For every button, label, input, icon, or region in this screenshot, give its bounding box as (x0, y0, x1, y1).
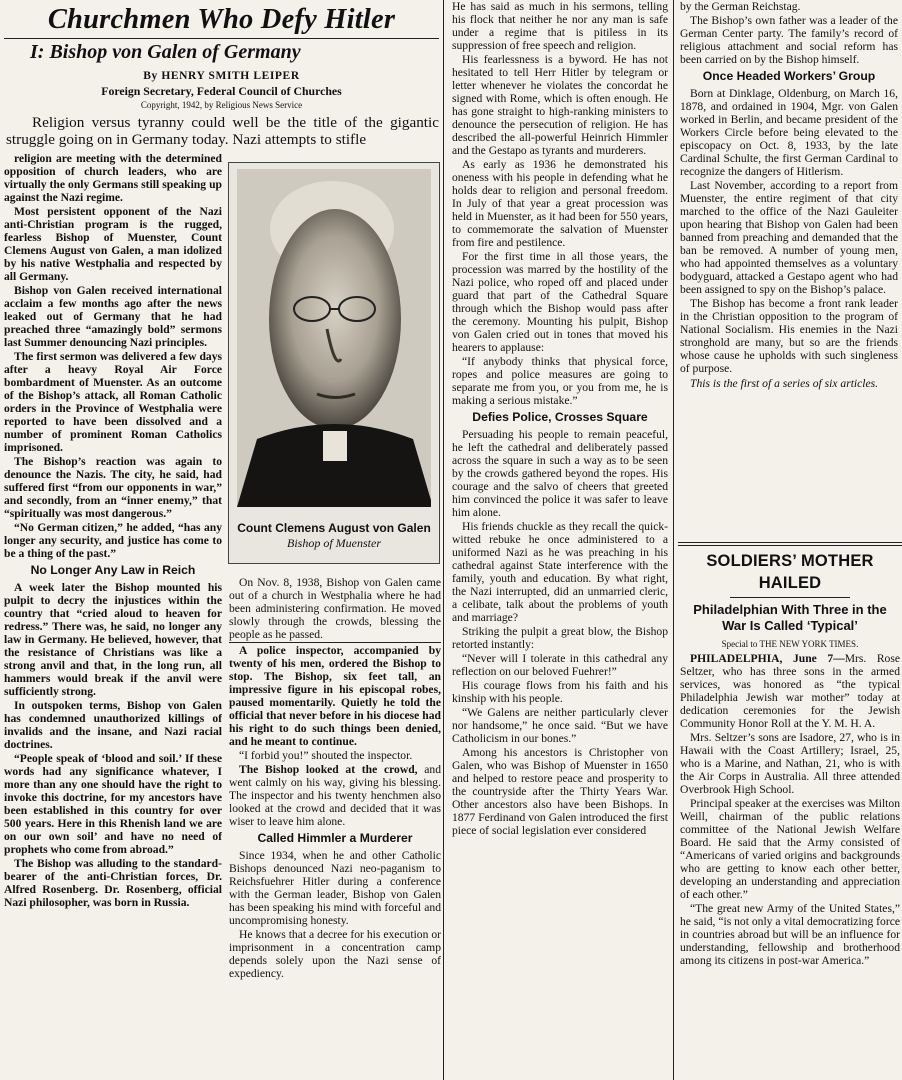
paragraph: For the first time in all those years, the procession was marred by the hostility of the Nazi police, who roped off and placed under guard that part of the Cathedral Square through which the Bishop would pass after the ceremony. Mounting his pulpit, Bishop von Galen cried out in tones that moved his hearers to applause: (452, 250, 668, 354)
paragraph: The first sermon was delivered a few days after a heavy Royal Air Force bombardment of Muenster. As an outcome of the Bishop’s attack, all Roman Catholic orders in the Province of Westphalia were reported to have been dissolved and a number of prominent Roman Catholics imprisoned. (4, 350, 222, 454)
subheading: Called Himmler a Murderer (257, 831, 413, 845)
series-note: This is the first of a series of six articles. (690, 377, 879, 390)
paragraph: On Nov. 8, 1938, Bishop von Galen came out of a church in Westphalia where he had been administering confirmation. He moved slowly through the crowds, blessing the people as he passed. (229, 576, 441, 641)
paragraph: Among his ancestors is Christopher von Galen, who was Bishop of Muenster in 1650 and helped to restore peace and prosperity to the countryside after the Thirty Years War. Other ancestors also have been Bishops. In 1877 Ferdinand von Galen introduced the first piece of social legislation ever considered (452, 746, 668, 837)
paragraph: He knows that a decree for his execution or imprisonment in a concentration camp depends solely upon the Nazi sense of expediency. (229, 928, 441, 980)
paragraph (229, 763, 441, 828)
paragraph: Most persistent opponent of the Nazi anti-Christian program is the rugged, fearless Bishop of Muenster, Count Clemens August von Galen, a man idolized by his native Westphalia and respected by all Germany. (4, 205, 222, 283)
paragraph: “Never will I tolerate in this cathedral any reflection on our beloved Fuehrer!” (452, 652, 668, 678)
paragraph: “If anybody thinks that physical force, ropes and police measures are going to separate me from you, or you from me, he is making a serious mistake.” (452, 355, 668, 407)
paragraph: Mrs. Seltzer’s sons are Isadore, 27, who is in Hawaii with the Coast Artillery; Israel, 25, who is a Marine, and Nathan, 21, who is with the Air Corps in Australia. All three attended Overbrook High School. (680, 731, 900, 796)
paragraph (680, 652, 900, 730)
paragraph: The Bishop’s reaction was again to denounce the Nazis. The city, he said, had suffered first “from our opponents in war,” and secondly, from an “inner enemy,” that “spiritually was most dangerous.” (4, 455, 222, 520)
paragraph: A week later the Bishop mounted his pulpit to decry the injustices within the country that “cried aloud to heaven for redress.” There was, he said, no longer any law in Germany. He believed, however, that the resistance of Christians was like a strong anvil and that, in the long run, all hammers would break if the anvil were sufficiently strong. (4, 581, 222, 698)
paragraph: Striking the pulpit a great blow, the Bishop retorted instantly: (452, 625, 668, 651)
paragraph: Bishop von Galen received international acclaim a few months ago after the news leaked out of Germany that he had preached three “amazingly bold” sermons last Summer denouncing Nazi principles. (4, 284, 222, 349)
paragraph: Last November, according to a report from Muenster, the entire regiment of that city marched to the office of the Nazi Gauleiter upon hearing that Bishop von Galen had been banned from preaching and demanded that the ban be removed. A number of young men, who had appointed themselves as a voluntary bodyguard, attacked a Gestapo agent who had been assigned to spy on the Bishop’s palace. (680, 179, 898, 296)
photo-caption-name: Count Clemens August von Galen (237, 521, 431, 535)
paragraph: Persuading his people to remain peaceful, he left the cathedral and deliberately passed across the square in such a way as to be seen by the crowds gathered beyond the ropes. His courage and the salvo of cheers that greeted him convinced the police it was safer to leave him alone. (452, 428, 668, 519)
column-rule (673, 0, 674, 1080)
column-4 (680, 0, 898, 538)
paragraph: His fearlessness is a byword. He has not hesitated to tell Herr Hitler by telegram or letter whenever he violates the concordat he signed with Rome, which is often enough. He has gone straight to high-ranking ministers to denounce the persecution of religion. He has described the all-powerful Heinrich Himmler and the Gestapo as tyrants and murderers. (452, 53, 668, 157)
paragraph-text: and went calmly on his way, giving his blessing. The inspector and his twenty henchmen also looked at the crowd and decided that it was wiser to leave him alone. (229, 763, 441, 828)
column-rule (443, 0, 444, 1080)
photo-caption-title: Bishop of Muenster (287, 536, 381, 550)
paragraph: His friends chuckle as they recall the quick-witted rebuke he once administered to a uniformed Nazi as he was preaching in his cathedral against State interference with the family, youth and education. By what right, the Nazi interrupted, did an unmarried cleric, a celibate, talk about the problems of youth and marriage? (452, 520, 668, 624)
paragraph: Since 1934, when he and other Catholic Bishops denounced Nazi neo-paganism to Reichsfuehrer Hitler during a conference with the German leader, Bishop von Galen has been speaking his mind with forceful and uncompromising honesty. (229, 849, 441, 927)
portrait-icon (237, 169, 431, 507)
paragraph: “We Galens are neither particularly clever nor handsome,” he once said. “But we have Catholicism in our bones.” (452, 706, 668, 745)
subheading: No Longer Any Law in Reich (30, 563, 196, 577)
portrait-image (237, 169, 431, 507)
paragraph: The Bishop’s own father was a leader of the German Center party. The family’s record of religious attachment and social reform has been carried on by the Bishop himself. (680, 14, 898, 66)
column-1 (4, 152, 222, 1080)
paragraph-text: Mrs. Rose Seltzer, who has three sons in the armed services, was honored as “the typical Philadelphia Jewish war mother” today at dedication ceremonies for the Jewish Community Honor Roll at the Y. M. H. A. (680, 652, 901, 730)
lede: Religion versus tyranny could well be the title of the gigantic struggle going on in Germany today. Nazi attempts to stifle (6, 114, 439, 148)
headline: Churchmen Who Defy Hitler (4, 0, 439, 39)
sidebar-subhead: Philadelphian With Three in the War Is Called ‘Typical’ (693, 602, 887, 633)
portrait-photo (228, 162, 440, 564)
subheading: Once Headed Workers’ Group (702, 69, 876, 83)
subhead: I: Bishop von Galen of Germany (30, 41, 301, 63)
paragraph: As early as 1936 he demonstrated his oneness with his people in defending what he holds dear to religion and personal freedom. In July of that year a great procession was held in Muenster, as it had been for 550 years, to commemorate the salvation of Muenster from fire and pestilence. (452, 158, 668, 249)
bold-lead: The Bishop looked at the crowd, (239, 763, 418, 776)
article-header (0, 0, 443, 150)
paragraph: religion are meeting with the determined opposition of church leaders, who are virtually the only Germans still speaking up against the Nazi regime. (4, 152, 222, 204)
paragraph: The Bishop has become a front rank leader in the Christian opposition to the program of National Socialism. His enemies in the Nazi stronghold are many, but so are the friends whose cause he upholds with such singleness of purpose. (680, 297, 898, 375)
sidebar-headline: SOLDIERS’ MOTHER HAILED (706, 552, 874, 592)
sidebar-article (678, 542, 902, 1080)
paragraph: Principal speaker at the exercises was Milton Weill, chairman of the public relations committee of the National Jewish Welfare Board. He said that the Army consisted of “Americans of varied origins and backgrounds who are getting to know each other better, developing an understanding and appreciation of each other.” (680, 797, 900, 901)
paragraph: Born at Dinklage, Oldenburg, on March 16, 1878, and ordained in 1904, Mgr. von Galen worked in Berlin, and became president of the Workers Circle before being elevated to the episcopacy on Oct. 8, 1933, by the late Cardinal Schulte, the first German Cardinal to recognize the dangers of Hitlerism. (680, 87, 898, 178)
paragraph: “I forbid you!” shouted the inspector. (239, 749, 413, 762)
copyright: Copyright, 1942, by Religious News Service (140, 100, 303, 110)
column-3 (452, 0, 668, 1080)
paragraph: “No German citizen,” he added, “has any longer any security, and justice has come to be a thing of the past.” (4, 521, 222, 560)
paragraph: His courage flows from his faith and his kinship with his people. (452, 679, 668, 705)
divider (730, 597, 850, 598)
byline: By HENRY SMITH LEIPER (143, 70, 300, 82)
dateline: PHILADELPHIA, June 7— (690, 652, 845, 665)
paragraph: He has said as much in his sermons, telling his flock that neither he nor any man is safe under a regime that is pitiless in its suppression of free speech and religion. (452, 0, 668, 52)
paragraph: by the German Reichstag. (680, 0, 801, 13)
paragraph: A police inspector, accompanied by twenty of his men, ordered the Bishop to stop. The Bishop, six feet tall, an impressive figure in his episcopal robes, paused momentarily. Quietly he told the official that never before in his diocese had his right to do such things been denied, and he meant to continue. (229, 644, 441, 748)
paragraph: In outspoken terms, Bishop von Galen has condemned unauthorized killings of invalids and the insane, and Nazi racial doctrines. (4, 699, 222, 751)
paragraph: “People speak of ‘blood and soil.’ If these words had any significance whatever, I more than any one should have the right to invoke this doctrine, for my ancestors have been established in this country for over 500 years. Here in this Rhenish land we are on our own soil’ and have no need of prophets who come from abroad.” (4, 752, 222, 856)
paragraph: The Bishop was alluding to the standard-bearer of the anti-Christian forces, Dr. Alfred Rosenberg. Dr. Rosenberg, official Nazi philosopher, was born in Russia. (4, 857, 222, 909)
column-2 (229, 576, 441, 1080)
subheading: Defies Police, Crosses Square (472, 410, 648, 424)
special-credit: Special to THE NEW YORK TIMES. (721, 639, 859, 649)
paragraph: “The great new Army of the United States,” he said, “is not only a vital democratizing force in countries abroad but will be an influence for understanding, fellowship and brotherhood among its citizens in post-war America.” (680, 902, 900, 967)
affiliation: Foreign Secretary, Federal Council of Churches (101, 84, 342, 98)
